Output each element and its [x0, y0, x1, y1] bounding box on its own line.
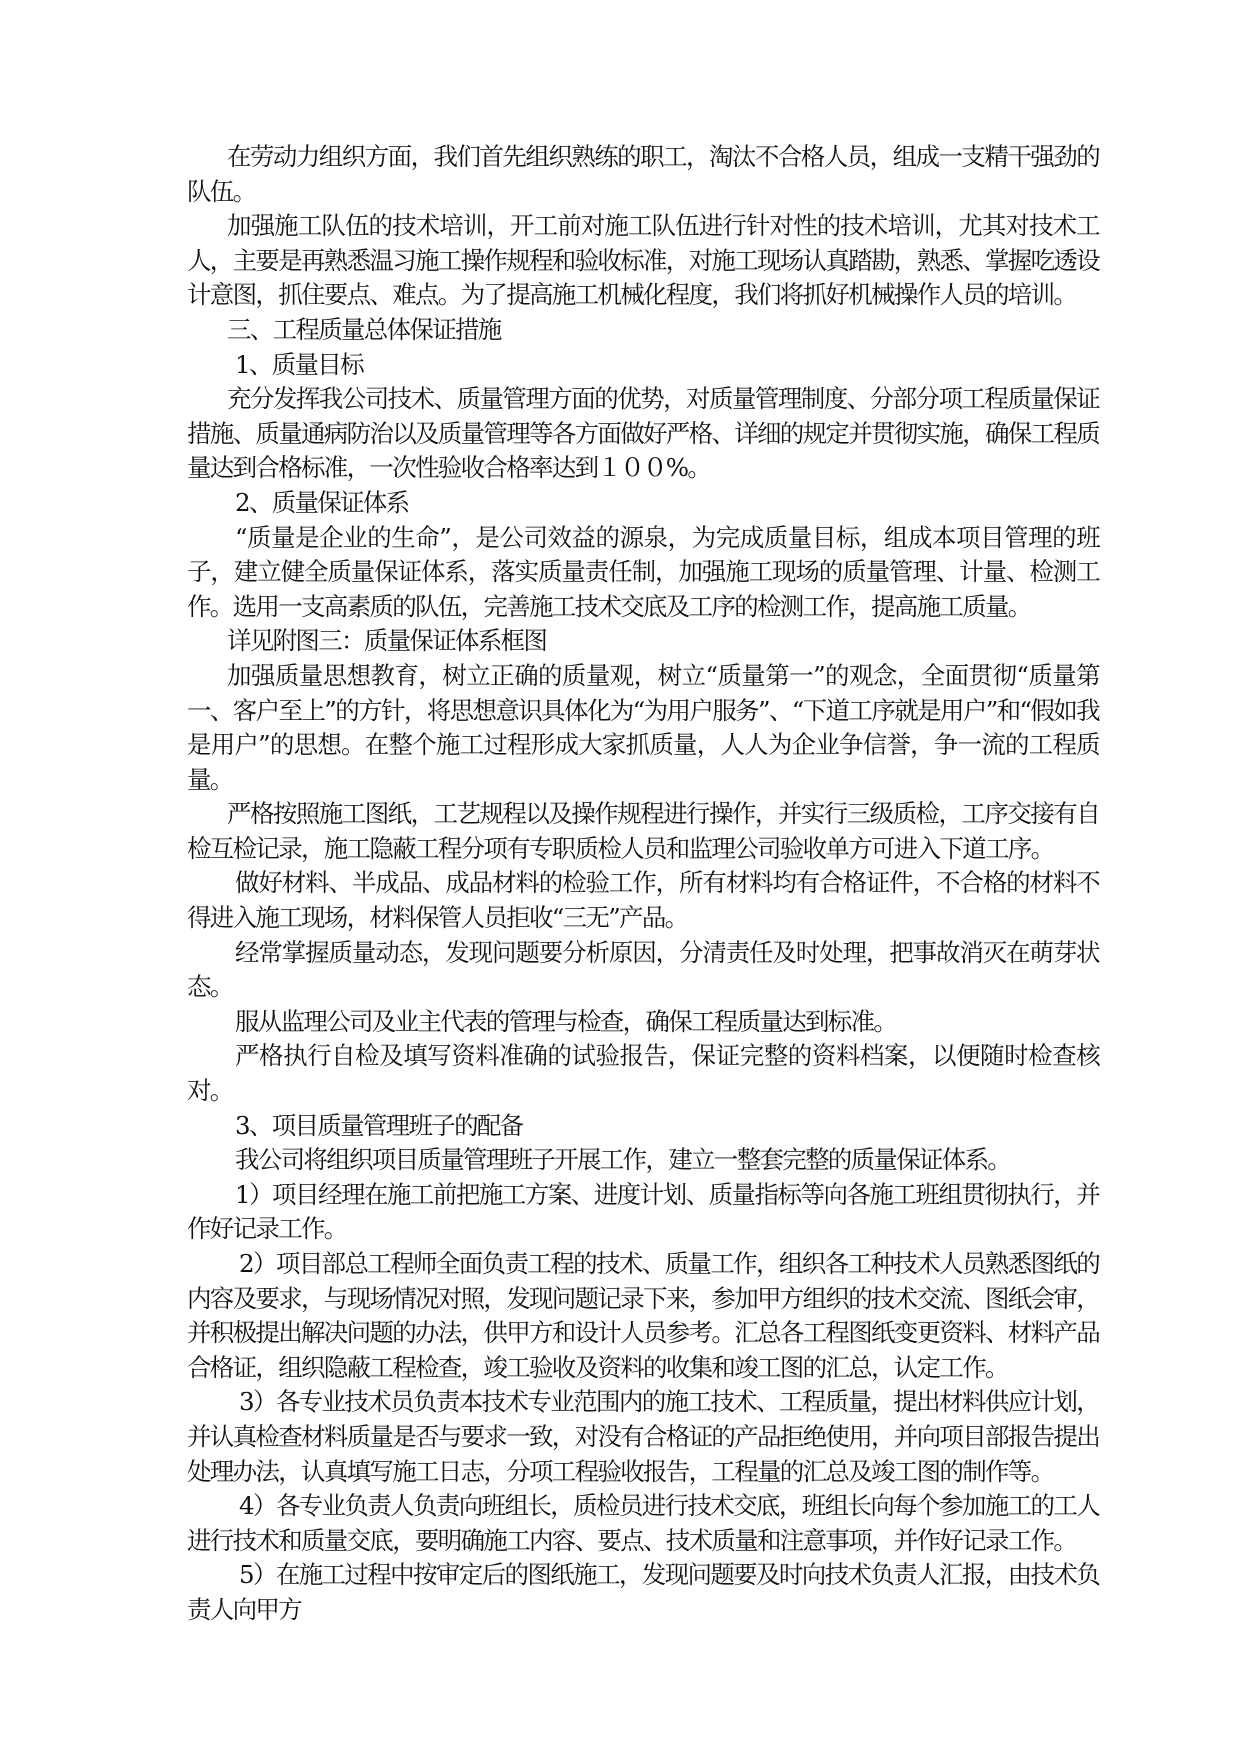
paragraph-supervision: 服从监理公司及业主代表的管理与检查，确保工程质量达到标准。: [235, 1006, 897, 1036]
subheading-quality-system: 2、质量保证体系: [235, 487, 409, 517]
paragraph-management-team: 我公司将组织项目质量管理班子开展工作，建立一整套完整的质量保证体系。: [235, 1145, 1011, 1175]
section-heading-quality-measures: 三、工程质量总体保证措施: [227, 314, 501, 344]
list-item-specialty-leads: 4）各专业负责人负责向班组长，质检员进行技术交底，班组长向每个参加施工的工人进行技术和质量交底，要明确施工内容、要点、技术质量和注意事项，并作好记录工作。: [187, 1491, 1099, 1555]
paragraph-quality-target: 充分发挥我公司技术、质量管理方面的优势，对质量管理制度、分部分项工程质量保证措施、质量通病防治以及质量管理等各方面做好严格、详细的规定并贯彻实施，确保工程质量达到合格标准，一次性验收合格率达到１００%。: [187, 384, 1099, 483]
subheading-quality-target: 1、质量目标: [235, 349, 363, 379]
list-item-project-manager: 1）项目经理在施工前把施工方案、进度计划、质量指标等向各施工班组贯彻执行，并作好记录工作。: [187, 1179, 1099, 1244]
list-item-technicians: 3）各专业技术员负责本技术专业范围内的施工技术、工程质量，提出材料供应计划，并认真检查材料质量是否与要求一致，对没有合格证的产品拒绝使用，并向项目部报告提出处理办法，认真填写施工日志，分项工程验收报告，工程量的汇总及竣工图的制作等。: [187, 1387, 1099, 1486]
subheading-management-team: 3、项目质量管理班子的配备: [235, 1110, 523, 1140]
paragraph-material-inspection: 做好材料、半成品、成品材料的检验工作，所有材料均有合格证件，不合格的材料不得进入施工现场，材料保管人员拒收“三无”产品。: [187, 868, 1099, 933]
paragraph-labor-organization: 在劳动力组织方面，我们首先组织熟练的职工，淘汰不合格人员，组成一支精干强劲的队伍。: [187, 142, 1099, 206]
paragraph-self-inspection: 严格执行自检及填写资料准确的试验报告，保证完整的资料档案，以便随时检查核对。: [187, 1041, 1099, 1106]
document-body: [187, 140, 1099, 1628]
list-item-construction-process: 5）在施工过程中按审定后的图纸施工，发现问题要及时向技术负责人汇报，由技术负责人向甲方: [187, 1560, 1099, 1624]
paragraph-quality-education: 加强质量思想教育，树立正确的质量观，树立“质量第一”的观念，全面贯彻“质量第一、客户至上”的方针，将思想意识具体化为“为用户服务”、“下道工序就是用户”和“假如我是用户”的思想。在整个施工过程形成大家抓质量，人人为企业争信誉，争一流的工程质量。: [187, 660, 1099, 794]
list-item-chief-engineer: 2）项目部总工程师全面负责工程的技术、质量工作，组织各工种技术人员熟悉图纸的内容及要求，与现场情况对照，发现问题记录下来，参加甲方组织的技术交流、图纸会审，并积极提出解决问题的办法，供甲方和设计人员参考。汇总各工程图纸变更资料、材料产品合格证，组织隐蔽工程检查，竣工验收及资料的收集和竣工图的汇总，认定工作。: [187, 1249, 1099, 1382]
paragraph-quality-dynamics: 经常掌握质量动态，发现问题要分析原因，分清责任及时处理，把事故消灭在萌芽状态。: [187, 937, 1099, 1002]
paragraph-technical-training: 加强施工队伍的技术培训，开工前对施工队伍进行针对性的技术培训，尤其对技术工人，主要是再熟悉温习施工操作规程和验收标准，对施工现场认真踏勘，熟悉、掌握吃透设计意图，抓住要点、难点。为了提高施工机械化程度，我们将抓好机械操作人员的培训。: [187, 211, 1099, 310]
paragraph-see-figure: 详见附图三：质量保证体系框图: [227, 626, 547, 656]
paragraph-strict-operation: 严格按照施工图纸，工艺规程以及操作规程进行操作，并实行三级质检，工序交接有自检互检记录，施工隐蔽工程分项有专职质检人员和监理公司验收单方可进入下道工序。: [187, 799, 1099, 863]
paragraph-quality-system: “质量是企业的生命”，是公司效益的源泉，为完成质量目标，组成本项目管理的班子，建立健全质量保证体系，落实质量责任制，加强施工现场的质量管理、计量、检测工作。选用一支高素质的队伍，完善施工技术交底及工序的检测工作，提高施工质量。: [187, 522, 1099, 621]
